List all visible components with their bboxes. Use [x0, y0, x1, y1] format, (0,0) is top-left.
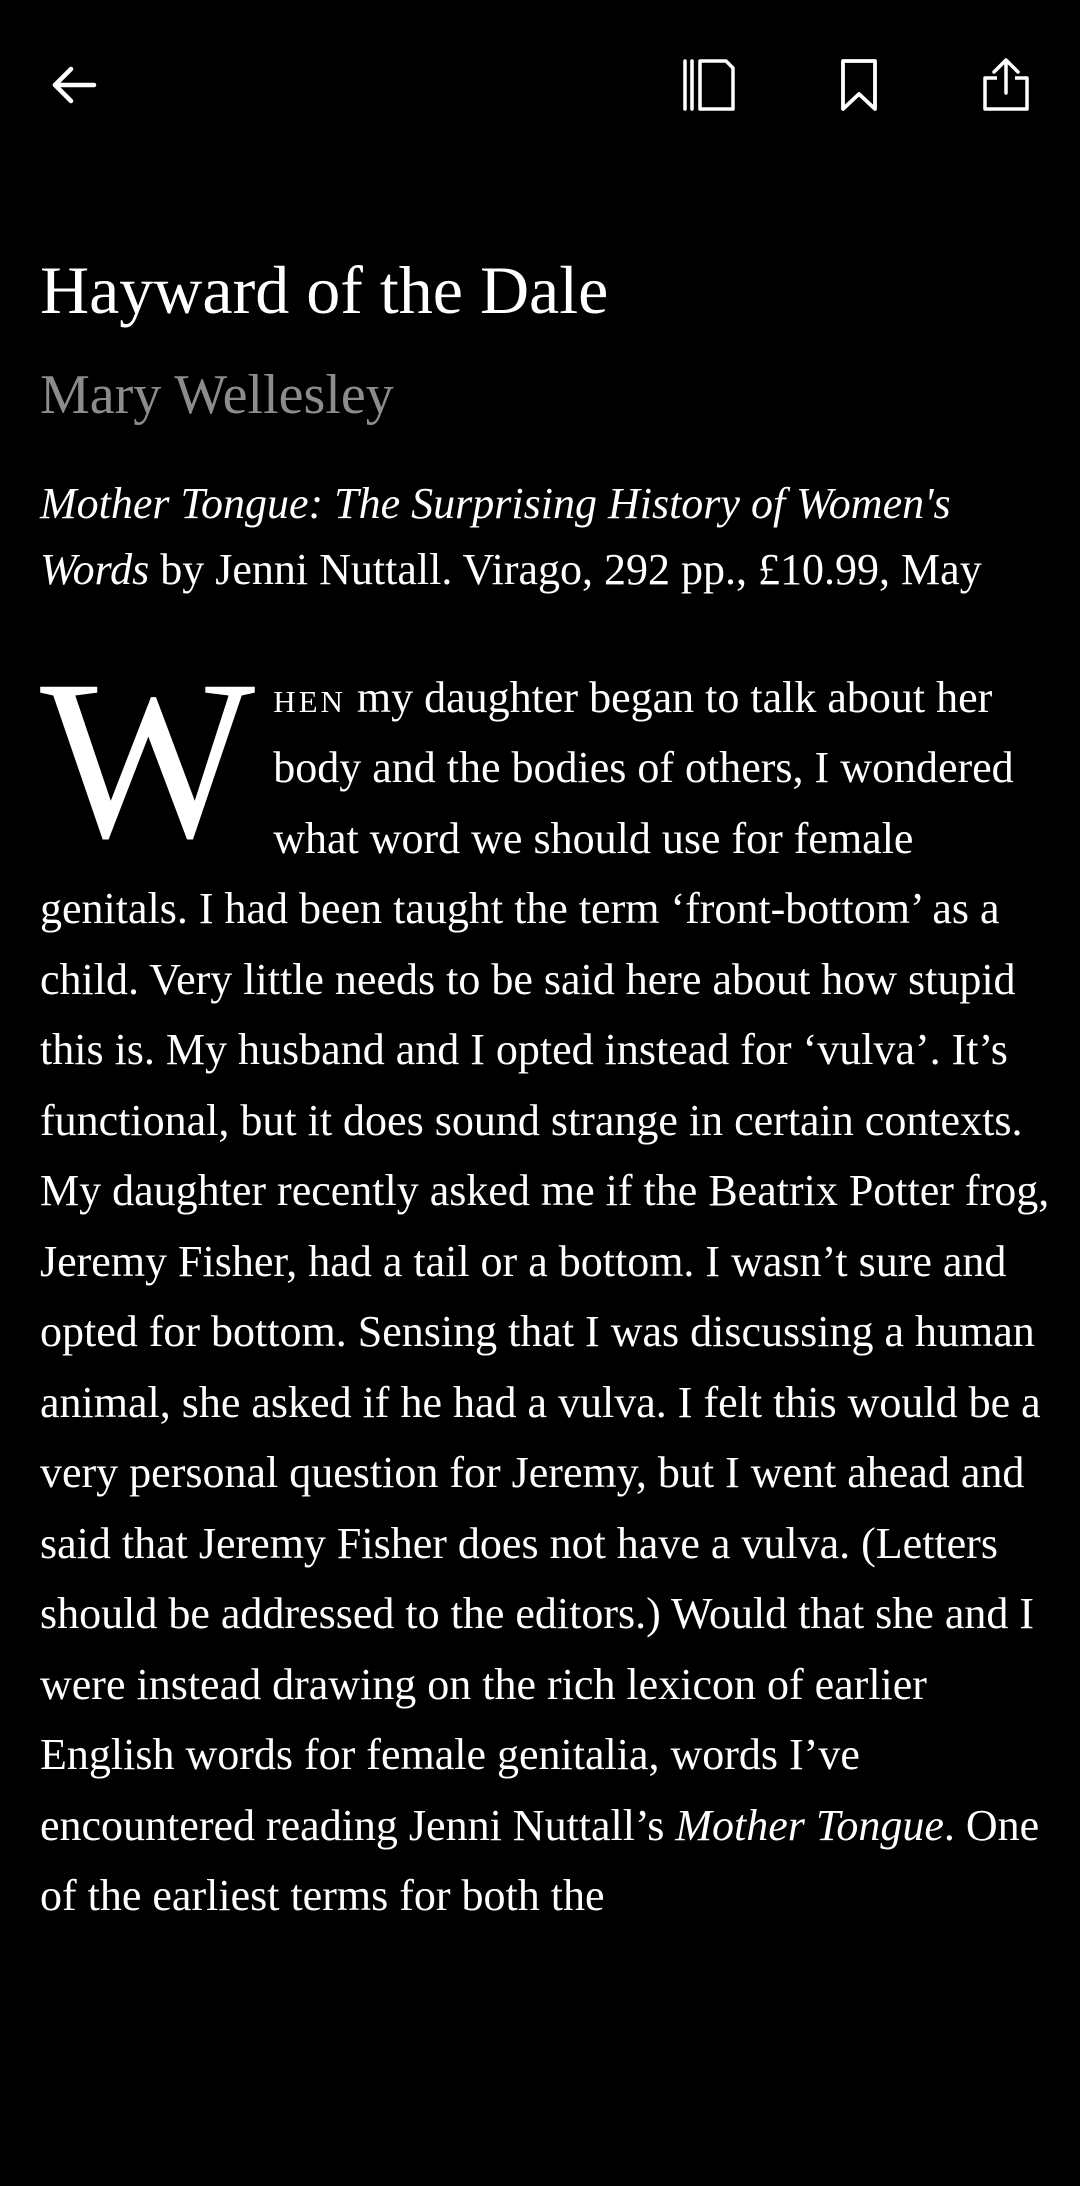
- contents-button[interactable]: [664, 40, 754, 130]
- article-author: Mary Wellesley: [40, 363, 394, 426]
- body-text-part1: my daughter began to talk about her body and the bodies of others, I wondered what word we should use for female genitals. I had been taught the term ‘front-bottom’ as a child. Very little needs to be said here about how stupid this is. My husband and I opted instead for ‘vulva’. It’s functional, but it does sound strange in certain contexts. My daughter recently asked me if the Beatrix Potter frog, Jeremy Fisher, had a tail or a bottom. I wasn’t sure and opted for bottom. Sensing that I was discussing a human animal, she asked if he had a vulva. I felt this would be a very personal question for Jeremy, but I went ahead and said that Jeremy Fisher does not have a vulva. (Letters should be addressed to the editors.) Would that she and I were instead drawing on the rich lexicon of earlier English words for female genitalia, words I’ve encountered reading Jenni Nuttall’s: [40, 672, 1050, 1850]
- article: [40, 250, 1050, 1932]
- back-button[interactable]: [29, 40, 119, 130]
- reviewed-book-info: [40, 471, 1050, 603]
- bookmark-button[interactable]: [814, 40, 904, 130]
- book-details: by Jenni Nuttall. Virago, 292 pp., £10.99, May: [149, 544, 982, 594]
- arrow-left-icon: [49, 60, 99, 110]
- top-toolbar: [0, 0, 1080, 170]
- book-contents-icon: [681, 57, 737, 113]
- book-title: Mother Tongue: The Surprising History of Women's Words: [40, 478, 951, 594]
- bookmark-icon: [837, 57, 881, 113]
- body-text-part2: . One of the earliest terms for both the: [40, 1800, 1040, 1921]
- body-italic-title: Mother Tongue: [675, 1800, 944, 1850]
- share-icon: [981, 57, 1031, 113]
- article-title: Hayward of the Dale: [40, 252, 609, 328]
- share-button[interactable]: [961, 40, 1051, 130]
- drop-cap: W: [40, 633, 256, 886]
- article-body: [40, 633, 1050, 1932]
- lead-smallcaps: hen: [273, 672, 346, 722]
